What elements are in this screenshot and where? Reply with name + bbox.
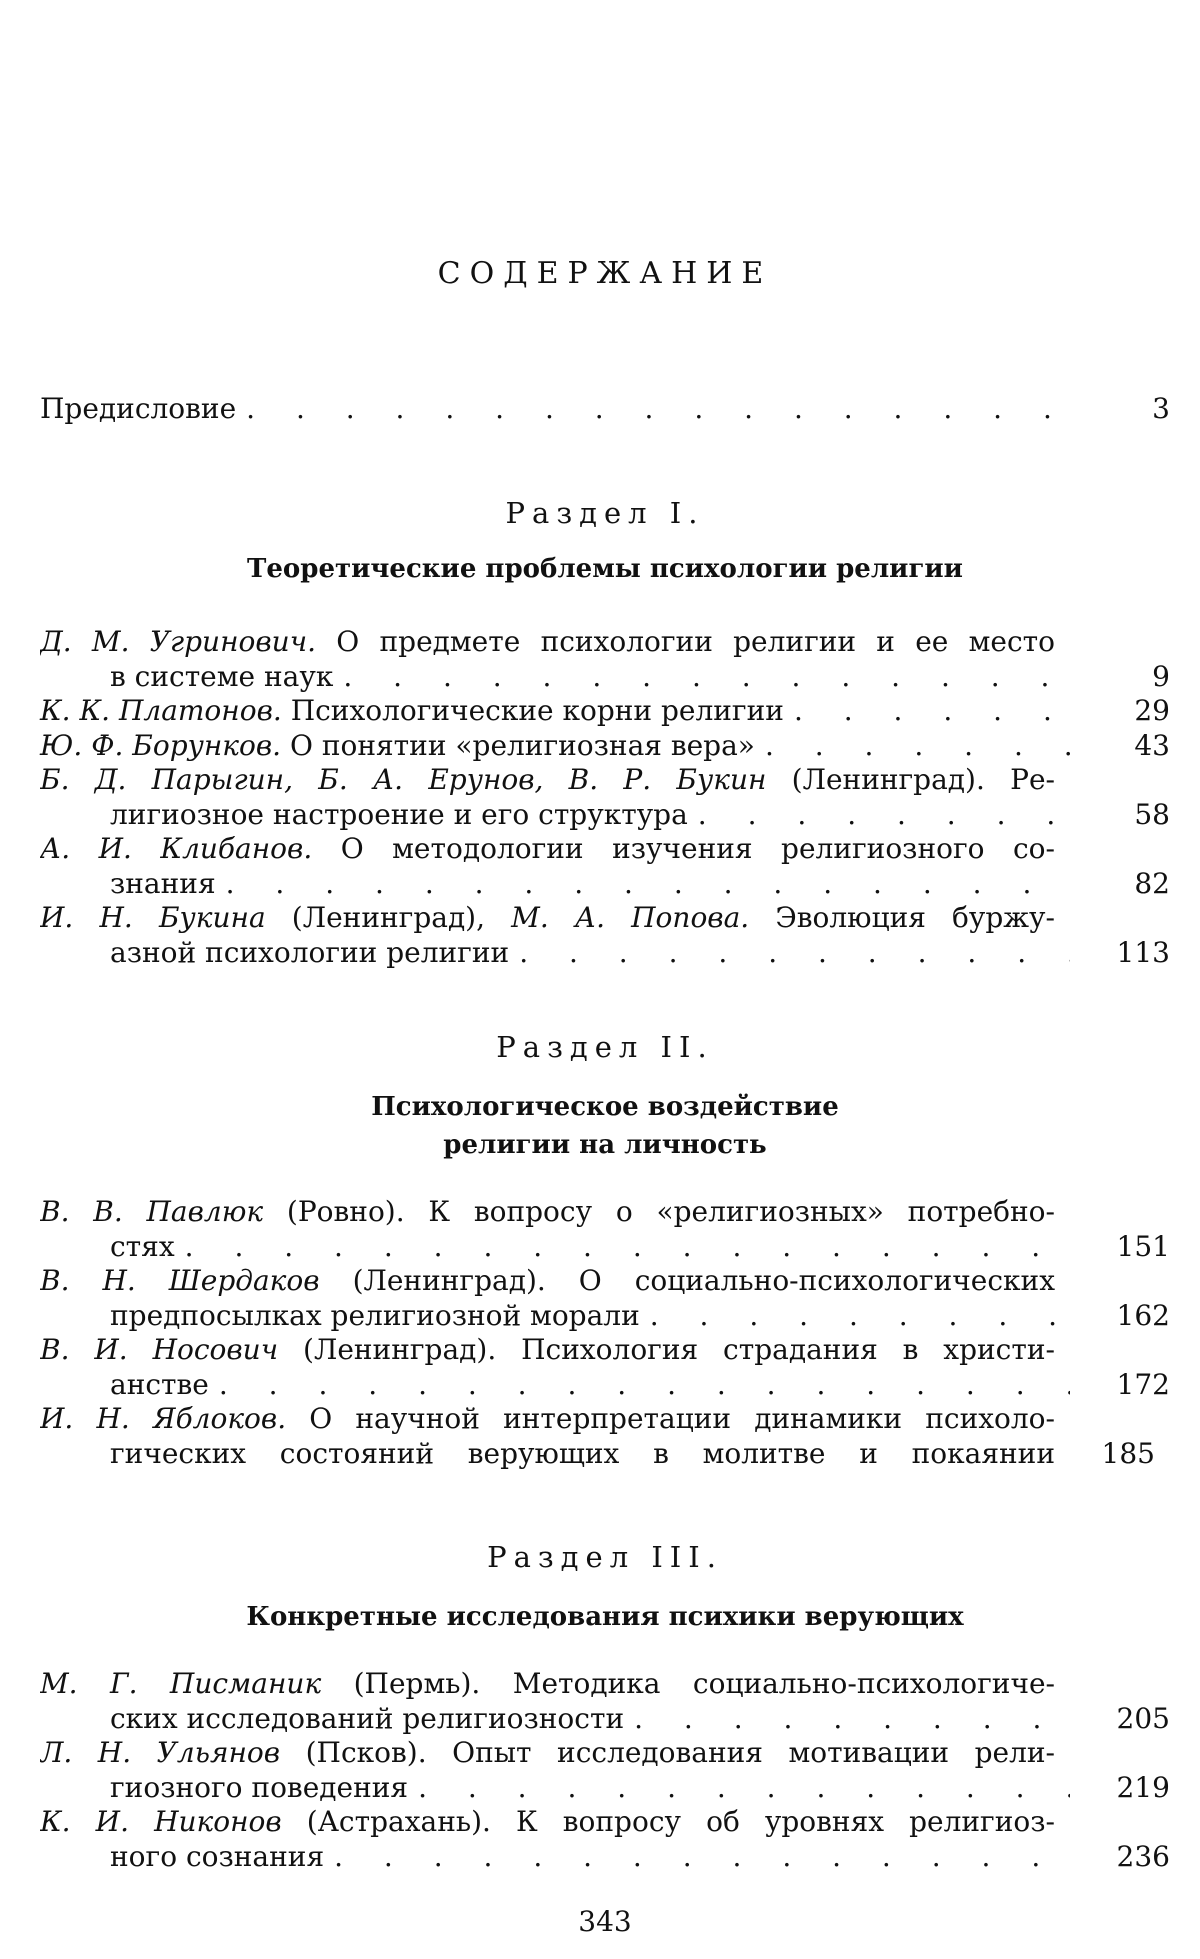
entry-title: (Ленинград). О социально-психологических [319,1264,1055,1297]
entry-author: В. Н. Шердаков [40,1264,320,1297]
entry-author: М. А. Попова. [511,901,750,934]
leader-dots [519,936,1070,971]
entry-page: 82 [1134,866,1170,900]
entry-page: 9 [1152,659,1170,693]
toc-entry[interactable] [40,625,1170,694]
entry-author-place: (Ленинград), [265,901,512,934]
entry-title-cont: ного сознания [110,1839,325,1873]
leader-dots [226,867,1070,902]
leader-dots [334,1840,1070,1875]
entry-author: И. Н. Яблоков. [40,1402,287,1435]
entry-page: 29 [1134,694,1170,727]
section-2-heading: Раздел II. [496,1030,714,1064]
entry-author: К. И. Никонов [40,1805,282,1838]
entry-title: (Ровно). К вопросу о «религиозных» потребно- [263,1195,1055,1228]
entry-title-cont: в системе наук [110,659,334,693]
preface-block [40,392,1170,427]
entry-page: 185 [1101,1436,1155,1470]
section-1-subtitle-line: Теоретические проблемы психологии религии [247,554,963,584]
toc-entry[interactable] [40,1805,1170,1874]
entry-author: И. Н. Букина [40,901,266,934]
toc-entry[interactable] [40,1402,1170,1471]
entry-author: Ю. Ф. Борунков. [40,728,282,762]
leader-dots [698,798,1070,833]
toc-entry[interactable] [40,832,1170,901]
entry-title: (Псков). Опыт исследования мотивации рели- [280,1736,1055,1769]
entry-title-cont: гиозного поведения [110,1770,409,1804]
entry-title-cont: стях [110,1229,175,1263]
entry-title: (Ленинград). Ре- [766,763,1055,796]
section-2-subtitle [40,1088,1170,1164]
toc-entry[interactable] [40,763,1170,832]
section-1-heading: Раздел I. [505,496,705,530]
toc-entry-preface[interactable] [40,392,1170,427]
toc-entry[interactable] [40,1333,1170,1402]
entry-title: О предмете психологии религии и ее место [316,625,1055,658]
entry-author: К. К. Платонов. [40,694,282,727]
leader-dots [794,694,1070,729]
leader-dots [634,1702,1070,1737]
entry-title: О методологии изучения религиозного со- [312,832,1055,865]
entry-page: 219 [1116,1770,1170,1804]
section-2-subtitle-line: религии на личность [443,1130,767,1160]
entry-page: 3 [1152,392,1170,425]
leader-dots [343,660,1070,695]
section-3-entries [40,1667,1170,1874]
entry-author: А. И. Клибанов. [40,832,313,865]
section-1-entries [40,625,1170,970]
leader-dots [246,392,1070,427]
entry-author: Л. Н. Ульянов [40,1736,281,1769]
entry-page: 43 [1134,728,1170,762]
entry-title-cont: анстве [110,1367,209,1401]
toc-entry[interactable] [40,1667,1170,1736]
entry-title: О научной интерпретации динамики психоло- [286,1402,1055,1435]
entry-title: (Пермь). Методика социально-психологиче- [321,1667,1055,1700]
page-title: СОДЕРЖАНИЕ [437,256,773,291]
toc-entry[interactable] [40,1195,1170,1264]
section-3-subtitle [40,1598,1170,1636]
entry-author: В. В. Павлюк [40,1195,264,1228]
entry-page: 205 [1116,1701,1170,1735]
entry-title-cont: лигиозное настроение и его структура [110,797,688,831]
section-3-heading: Раздел III. [487,1540,723,1574]
entry-title-cont: предпосылках религиозной морали [110,1298,640,1332]
entry-title: Предисловие [40,392,237,425]
section-2-subtitle-line: Психологическое воздействие [371,1092,839,1122]
entry-title-cont: знания [110,866,216,900]
entry-title-cont: ских исследований религиозности [110,1701,625,1735]
entry-page: 113 [1116,935,1170,969]
leader-dots [418,1771,1070,1806]
toc-entry[interactable] [40,729,1170,764]
entry-title-cont: гических состояний верующих в молитве и покаянии [110,1436,1055,1470]
entry-author: В. И. Носович [40,1333,279,1366]
entry-page: 236 [1116,1839,1170,1873]
toc-entry[interactable] [40,694,1170,729]
section-2-entries [40,1195,1170,1471]
entry-title: Эволюция буржу- [749,901,1055,934]
page-number: 343 [578,1905,632,1938]
entry-page: 151 [1116,1229,1170,1263]
entry-title: (Астрахань). К вопросу об уровнях религиоз- [281,1805,1055,1838]
entry-title: (Ленинград). Психология страдания в христи- [278,1333,1055,1366]
entry-author: М. Г. Писманик [40,1667,322,1700]
section-1-subtitle [40,550,1170,588]
leader-dots [185,1230,1070,1265]
toc-entry[interactable] [40,1264,1170,1333]
leader-dots [765,729,1070,764]
toc-entry[interactable] [40,1736,1170,1805]
entry-title-cont: азной психологии религии [110,935,510,969]
leader-dots [650,1299,1070,1334]
leader-dots [219,1368,1070,1403]
entry-page: 172 [1116,1367,1170,1401]
entry-page: 58 [1134,797,1170,831]
entry-author: Б. Д. Парыгин, Б. А. Ерунов, В. Р. Букин [40,763,767,796]
entry-title: Психологические корни религии [281,694,784,727]
entry-title: О понятии «религиозная вера» [281,728,755,762]
toc-entry[interactable] [40,901,1170,970]
section-3-subtitle-line: Конкретные исследования психики верующих [246,1602,964,1632]
entry-page: 162 [1116,1298,1170,1332]
entry-author: Д. М. Угринович. [40,625,317,658]
